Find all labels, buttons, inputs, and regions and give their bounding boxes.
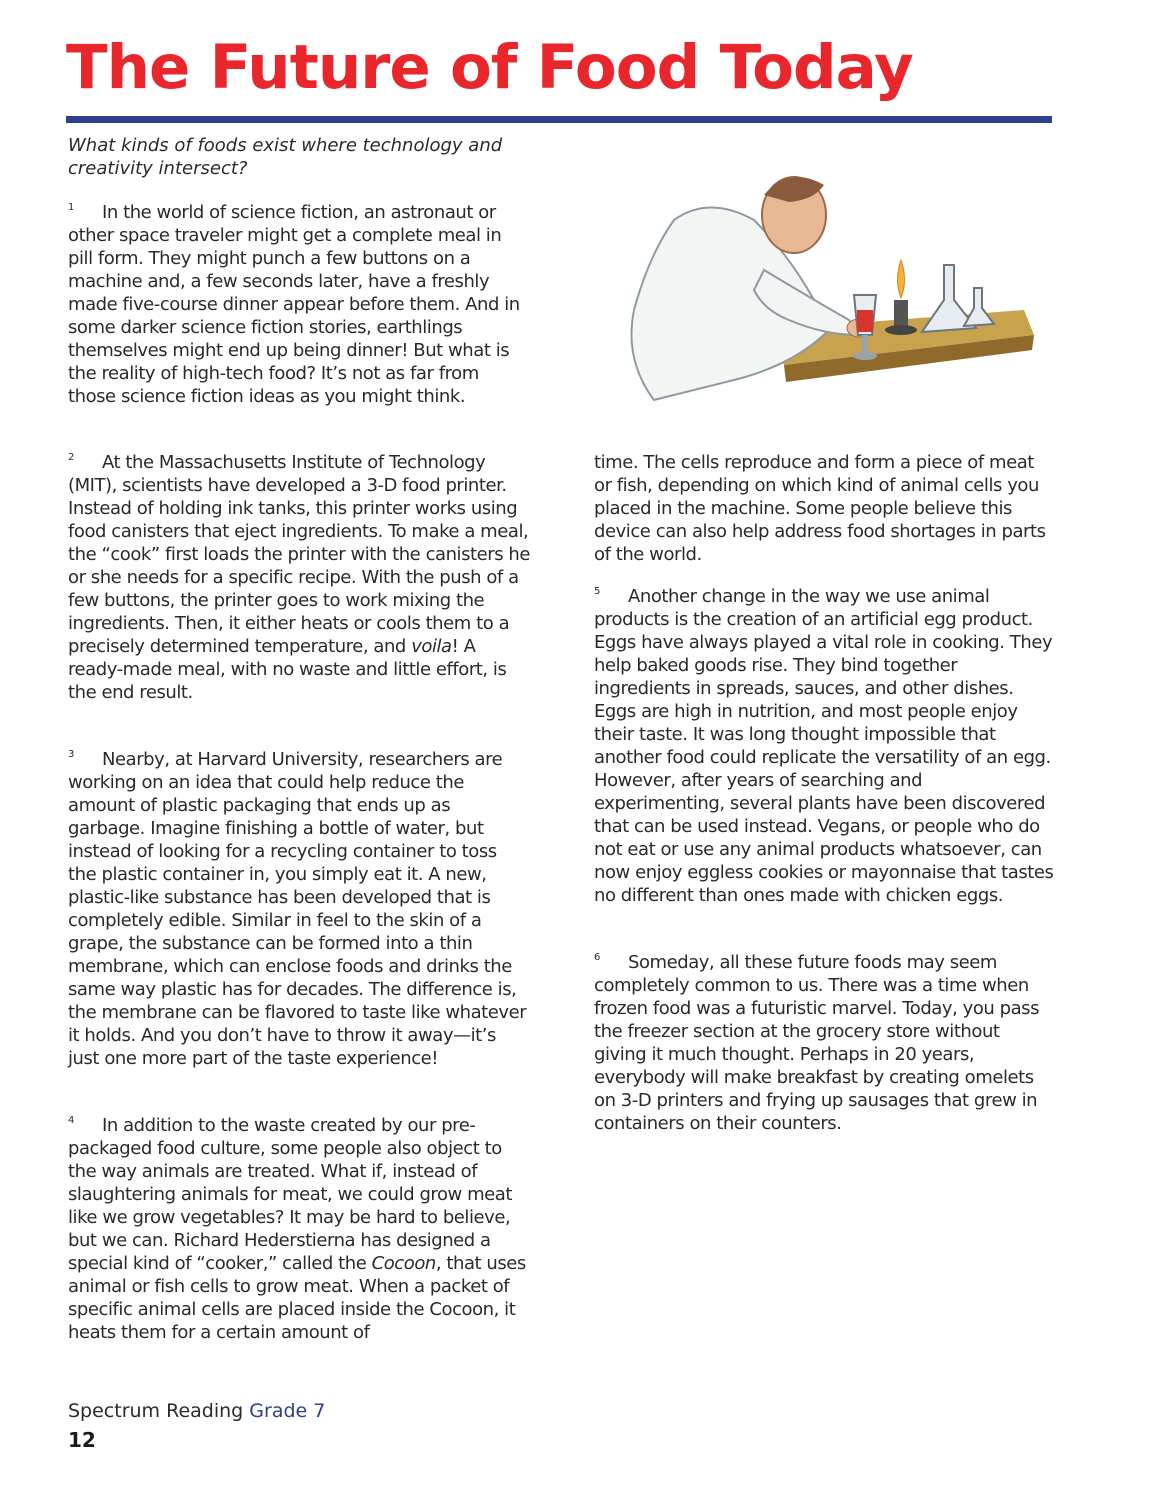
grade-label: Grade 7 bbox=[249, 1400, 326, 1422]
emphasis-text: Cocoon bbox=[371, 1253, 436, 1274]
paragraph-number: 6 bbox=[594, 952, 600, 963]
paragraph-2 bbox=[68, 451, 530, 704]
paragraph-number: 1 bbox=[68, 202, 74, 213]
paragraph-number: 4 bbox=[68, 1115, 74, 1126]
paragraph-text: In addition to the waste created by our pre-packaged food culture, some people also object to the way animals are treated. What if, instead of slaughtering animals for meat, we could grow meat like we grow vegetables? It may be hard to believe, but we can. Richard Hederstierna has designed a special kind of “cooker,” called the bbox=[68, 1115, 512, 1274]
paragraph-6 bbox=[594, 951, 1054, 1135]
paragraph-text: In the world of science fiction, an astronaut or other space traveler might get a complete meal in pill form. They might punch a few buttons on a machine and, a few seconds later, have a freshly made five-course dinner appear before them. And in some darker science fiction stories, earthlings themselves might end up being dinner! But what is the reality of high-tech food? It’s not as far from those science fiction ideas as you might think. bbox=[68, 202, 520, 407]
series-name: Spectrum Reading bbox=[68, 1400, 244, 1422]
paragraph-number: 2 bbox=[68, 452, 74, 463]
scientist-illustration-icon bbox=[614, 160, 1034, 432]
paragraph-text: Nearby, at Harvard University, researchers are working on an idea that could help reduce the amount of plastic packaging that ends up as garbage. Imagine finishing a bottle of water, but instead of looking for a recycling container to toss the plastic container in, you simply eat it. A new, plastic-like substance has been developed that is completely edible. Similar in feel to the skin of a grape, the substance can be formed into a thin membrane, which can enclose foods and drinks the same way plastic has for decades. The difference is, the membrane can be flavored to taste like whatever it holds. And you don’t have to throw it away—it’s just one more part of the taste experience! bbox=[68, 749, 527, 1069]
paragraph-text: At the Massachusetts Institute of Technology (MIT), scientists have developed a 3-D food printer. Instead of holding ink tanks, this printer works using food canisters that eject ingredients. To make a meal, the “cook” first loads the printer with the canisters he or she needs for a specific recipe. With the push of a few buttons, the printer goes to work mixing the ingredients. Then, it either heats or cools them to a precisely determined temperature, and bbox=[68, 452, 530, 657]
paragraph-3 bbox=[68, 748, 530, 1070]
paragraph-text: Someday, all these future foods may seem completely common to us. There was a time when frozen food was a futuristic marvel. Today, you pass the freezer section at the grocery store without giving it much thought. Perhaps in 20 years, everybody will make breakfast by creating omelets on 3-D printers and frying up sausages that grew in containers on their counters. bbox=[594, 952, 1040, 1134]
page-title: The Future of Food Today bbox=[66, 32, 913, 103]
paragraph-4 bbox=[68, 1114, 530, 1344]
paragraph-text: Another change in the way we use animal products is the creation of an artificial egg product. Eggs have always played a vital role in cooking. They help baked goods rise. They bind together ingredients in spreads, sauces, and other dishes. Eggs are high in nutrition, and most people enjoy their taste. It was long thought impossible that another food could replicate the versatility of an egg. However, after years of searching and experimenting, several plants have been discovered that can be used instead. Vegans, or people who do not eat or use any animal products whatsoever, can now enjoy eggless cookies or mayonnaise that tastes no different than ones made with chicken eggs. bbox=[594, 586, 1054, 906]
paragraph-5 bbox=[594, 585, 1054, 907]
footer-series bbox=[68, 1400, 325, 1422]
paragraph-text: , that uses animal or fish cells to grow meat. When a packet of specific animal cells are placed inside the Cocoon, it heats them for a certain amount of bbox=[68, 1253, 526, 1343]
paragraph-number: 5 bbox=[594, 586, 600, 597]
paragraph-1 bbox=[68, 201, 530, 408]
page-number: 12 bbox=[68, 1428, 96, 1452]
emphasis-text: voila bbox=[411, 636, 452, 657]
title-rule bbox=[66, 116, 1052, 123]
paragraph-number: 3 bbox=[68, 749, 74, 760]
paragraph-text: ! A ready-made meal, with no waste and little effort, is the end result. bbox=[68, 636, 507, 703]
paragraph-4-continuation: time. The cells reproduce and form a piece of meat or fish, depending on which kind of animal cells you placed in the machine. Some people believe this device can also help address food shortages in parts of the world. bbox=[594, 452, 1046, 565]
subtitle: What kinds of foods exist where technology and creativity intersect? bbox=[68, 135, 503, 179]
